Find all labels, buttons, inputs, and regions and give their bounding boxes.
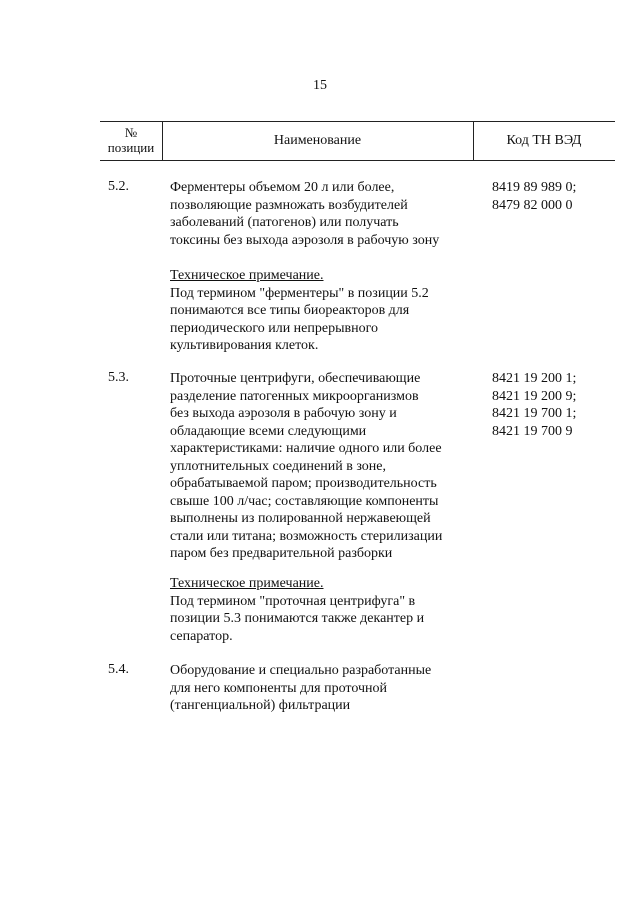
description-line: заболеваний (патогенов) или получать	[170, 215, 399, 230]
note-line: сепаратор.	[170, 628, 233, 644]
entry-description	[170, 370, 470, 563]
note-title: Техническое примечание.	[170, 576, 324, 591]
note-line: понимаются все типы биореакторов для	[170, 303, 410, 318]
entry-number: 5.4.	[108, 662, 129, 677]
technical-note	[170, 575, 470, 645]
header-position-column	[100, 125, 162, 155]
header-number-sign: №	[124, 125, 138, 140]
description-line: разделение патогенных микроорганизмов	[170, 388, 419, 404]
page-number: 15	[313, 78, 327, 93]
description-line: Оборудование и специально разработанные	[170, 663, 432, 678]
note-title: Техническое примечание.	[170, 268, 324, 283]
header-name-column: Наименование	[273, 133, 362, 148]
description-line: Фе⁠рментеры объемом 20 л или более,	[170, 180, 395, 195]
code-line: 8421 19 200 9;	[492, 388, 577, 404]
note-line: периодического или непрерывного	[170, 320, 378, 336]
code-line: 8421 19 700 9	[492, 423, 573, 439]
description-line: характеристиками: наличие одного или более	[170, 441, 442, 456]
entry-description	[170, 179, 470, 249]
note-line: позиции 5.3 понимаются также декантер и	[170, 611, 425, 626]
description-line: паром без предварительной разборки	[170, 546, 393, 561]
description-line: свыше 100 л/час; составляющие компоненты	[170, 493, 439, 509]
description-line: обрабатываемой паром; производительность	[170, 476, 437, 491]
code-line: 8419 89 989 0;	[492, 180, 577, 195]
description-line: токсины без выхода аэрозоля в рабочую зону	[170, 232, 440, 248]
description-line: позволяющие размножать возбудителей	[170, 197, 408, 213]
description-line: (тангенциальной) фильтрации	[170, 698, 351, 713]
entry-description	[170, 662, 470, 715]
description-line: для него компоненты для проточной	[170, 680, 387, 696]
technical-note	[170, 267, 470, 355]
description-line: Проточные центрифуги, обеспечивающие	[170, 371, 421, 386]
entry-codes	[492, 370, 576, 440]
code-line: 8479 82 000 0	[492, 197, 573, 213]
header-code-column: Код ТН ВЭД	[506, 133, 582, 148]
code-line: 8421 19 200 1;	[492, 371, 577, 386]
description-line: стали или титана; возможность стерилизации	[170, 528, 443, 544]
entry-number: 5.2.	[108, 179, 129, 194]
description-line: без выхода аэрозоля в рабочую зону и	[170, 406, 397, 421]
description-line: выполнены из полированной нержавеющей	[170, 511, 431, 526]
entry-codes	[492, 179, 576, 214]
note-line: культивирования клеток.	[170, 338, 319, 353]
header-position-label: позиции	[107, 140, 155, 155]
table-header	[100, 121, 615, 161]
note-line: Под термином "проточная центрифуга" в	[170, 593, 416, 609]
description-line: обладающие всеми следующими	[170, 423, 367, 439]
description-line: уплотнительных соединений в зоне,	[170, 458, 386, 474]
entry-number: 5.3.	[108, 370, 129, 385]
note-line: Под термином "ферментеры" в позиции 5.2	[170, 285, 429, 301]
code-line: 8421 19 700 1;	[492, 406, 577, 421]
